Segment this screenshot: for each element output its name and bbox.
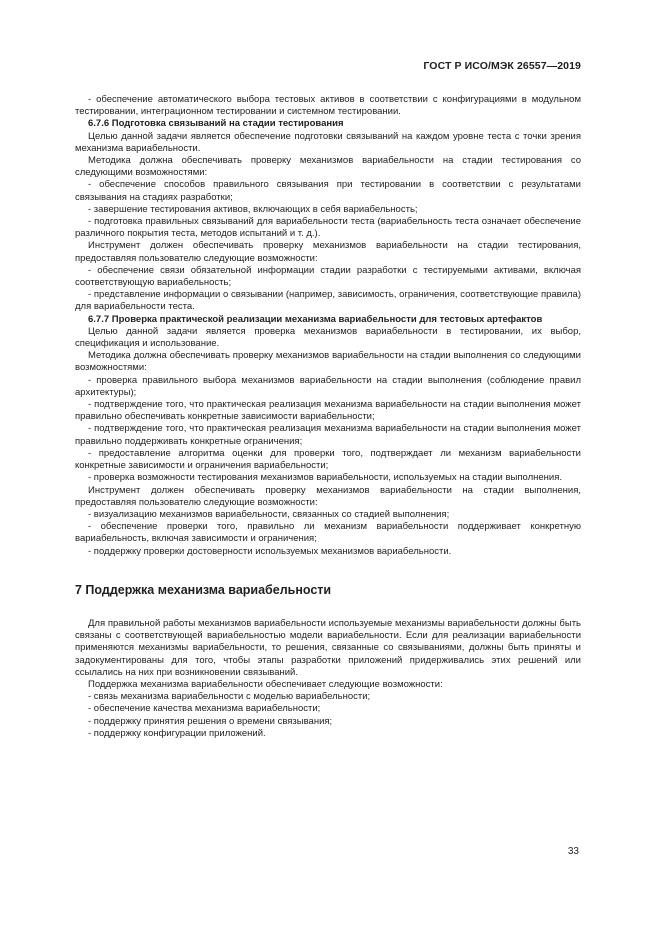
- section-heading-7: 7 Поддержка механизма вариабельности: [75, 582, 332, 597]
- list-item: - проверка возможности тестирования механизмов вариабельности, используемых на стадии выполнения.: [88, 472, 562, 484]
- paragraph: - обеспечение автоматического выбора тестовых активов в соответствии с конфигурациями в модульном тестировании, интеграционном тестировании и системном тестировании.: [75, 94, 581, 118]
- list-item: - обеспечение связи обязательной информации стадии разработки с тестируемыми активами, включая соответствующую вариабельность;: [75, 264, 581, 289]
- list-item: - подготовка правильных связываний для вариабельности теста (вариабельность теста означает обеспечение различного покрытия теста, методов испытаний и т. д.).: [75, 216, 581, 240]
- paragraph: Инструмент должен обеспечивать проверку механизмов вариабельности на стадии выполнения, предоставляя пользователю следующие возможности:: [75, 484, 581, 508]
- list-item: - поддержку проверки достоверности используемых механизмов вариабельности.: [88, 545, 452, 557]
- paragraph: Целью данной задачи является проверка механизмов вариабельности в тестировании, их выбор, спецификация и использование.: [75, 325, 581, 350]
- list-item: - проверка правильного выбора механизмов вариабельности на стадии выполнения (соблюдение правил архитектуры);: [75, 374, 581, 398]
- paragraph: Инструмент должен обеспечивать проверку механизмов вариабельности на стадии тестирования, предоставляя пользователю следующие возможности:: [75, 240, 581, 264]
- page-body: [75, 94, 581, 740]
- paragraph: Методика должна обеспечивать проверку механизмов вариабельности на стадии тестирования со следующими возможностями:: [75, 155, 581, 179]
- list-item: - поддержку принятия решения о времени связывания;: [88, 715, 333, 727]
- list-item: - поддержку конфигурации приложений.: [88, 727, 266, 739]
- list-item: - обеспечение способов правильного связывания при тестировании в соответствии с результатами связывания на стадиях разработки;: [75, 179, 581, 203]
- paragraph: Целью данной задачи является обеспечение подготовки связываний на каждом уровне теста с точки зрения механизма вариабельности.: [75, 130, 581, 154]
- list-item: - представление информации о связывании (например, зависимость, ограничения, соответствующие правила) для вариабельности теста.: [75, 289, 581, 313]
- list-item: - подтверждение того, что практическая реализация механизма вариабельности на стадии выполнения может правильно поддерживать конкретные ограничения;: [75, 423, 581, 447]
- paragraph: Поддержка механизма вариабельности обеспечивает следующие возможности:: [88, 678, 443, 690]
- subsection-heading-6-7-7: 6.7.7 Проверка практической реализации механизма вариабельности для тестовых артефактов: [88, 313, 543, 325]
- list-item: - предоставление алгоритма оценки для проверки того, подтверждает ли механизм вариабельности конкретные зависимости и ограничения вариабельности;: [75, 447, 581, 472]
- standard-header: ГОСТ Р ИСО/МЭК 26557—2019: [423, 60, 581, 72]
- list-item: - подтверждение того, что практическая реализация механизма вариабельности на стадии выполнения может правильно обеспечивать конкретные зависимости вариабельности;: [75, 399, 581, 423]
- paragraph: Для правильной работы механизмов вариабельности используемые механизмы вариабельности должны быть связаны с соответствующей вариабельностью модели вариабельности. Если для реализации вариабельности применяются механизмы вариабельности, то решения, связанные со связываниями, должны быть приняты и задокументированы для того, чтобы этапы разработки приложений придерживались этих решений или ссылались на них при возникновении связываний.: [75, 617, 581, 678]
- paragraph: Методика должна обеспечивать проверку механизмов вариабельности на стадии выполнения со следующими возможностями:: [75, 350, 581, 374]
- list-item: - обеспечение проверки того, правильно ли механизм вариабельности поддерживает конкретную вариабельность, включая зависимости и ограничения;: [75, 521, 581, 545]
- list-item: - связь механизма вариабельности с моделью вариабельности;: [88, 691, 371, 703]
- page-number: 33: [567, 846, 579, 857]
- list-item: - визуализацию механизмов вариабельности, связанных со стадией выполнения;: [88, 508, 450, 520]
- list-item: - завершение тестирования активов, включающих в себя вариабельность;: [88, 203, 418, 215]
- list-item: - обеспечение качества механизма вариабельности;: [88, 703, 321, 715]
- subsection-heading-6-7-6: 6.7.6 Подготовка связываний на стадии тестирования: [88, 118, 344, 130]
